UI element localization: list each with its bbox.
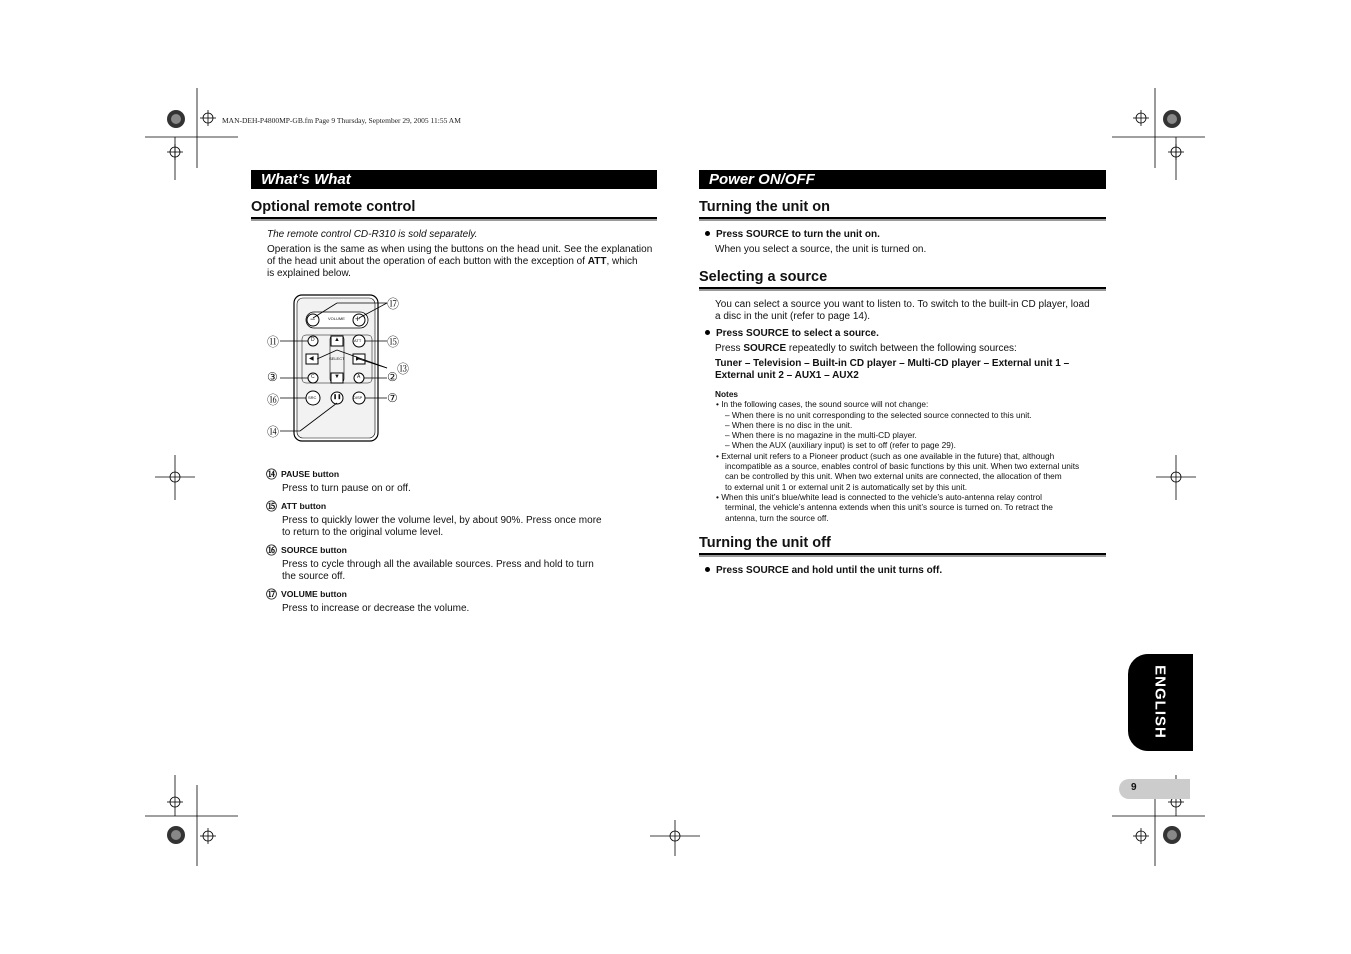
page-number: 9	[1131, 782, 1137, 793]
list-item	[266, 544, 646, 583]
note-sub-item: – When the AUX (auxiliary input) is set to off (refer to page 29).	[725, 440, 956, 451]
bullet-icon	[705, 567, 710, 572]
intro-line: is explained below.	[267, 268, 351, 279]
note-sub-item: – When there is no unit corresponding to the selected source connected to this unit.	[725, 409, 1032, 420]
notes-block: Notes • In the following cases, the sound source will not change: – When there is no unit corresponding to the selected source connected to this unit. – When there is no disc in the unit. – When there is no magazine in the multi-CD player. – When the AUX (auxiliary input) is set to off (refer to page 29). • External unit refers to a Pioneer product (such as one available in the future) that, although incompatible as a source, enables control of basic functions by this unit. When two external units can be controlled by this unit. When two external units are connected, the allocation of them to external unit 1 or external unit 2 is automatically set by this unit. • When this unit’s blue/white lead is connected to the vehicle’s auto-antenna relay control terminal, the vehicle’s antenna extends when this unit’s source is turned on. To retract the antenna, turn the source off.	[715, 389, 1100, 523]
volume-label: VOLUME	[328, 316, 345, 321]
note-sub-item: – When there is no disc in the unit.	[725, 419, 853, 430]
section-divider	[251, 219, 657, 221]
att-label: ATT	[354, 338, 362, 343]
att-emphasis: ATT	[587, 256, 607, 267]
callout-16: ⑯	[267, 393, 280, 407]
file-header-line: MAN-DEH-P4800MP-GB.fm Page 9 Thursday, September 29, 2005 11:55 AM	[222, 116, 461, 125]
bullet-turn-off: Press SOURCE and hold until the unit turns off.	[705, 565, 942, 577]
callout-14: ⑭	[267, 425, 280, 439]
item-title: PAUSE button	[281, 469, 340, 479]
section-turning-off	[699, 534, 1106, 557]
pause-icon: ❚❚	[333, 394, 342, 400]
item-desc: to return to the original volume level.	[282, 527, 444, 538]
button-descriptions	[266, 468, 646, 615]
select-label: SELECT	[329, 356, 345, 361]
item-number: ⑭	[266, 468, 277, 481]
remote-labels	[262, 290, 412, 445]
right-arrow-icon: ▶	[356, 356, 361, 362]
src-label: SRC	[308, 395, 317, 400]
disp-label: DISP	[353, 395, 363, 400]
callout-2: ②	[387, 370, 398, 384]
item-number: ⑮	[266, 500, 277, 513]
section-title: Optional remote control	[251, 198, 657, 219]
list-item	[266, 500, 646, 539]
btn-c-label: C	[311, 374, 315, 380]
intro-line: of the head unit about the operation of each button with the exception of ATT, which	[267, 256, 638, 267]
left-arrow-icon: ◀	[309, 356, 314, 362]
callout-7: ⑦	[387, 391, 398, 405]
section-title: Selecting a source	[699, 268, 1106, 289]
section-bar-whats-what: What’s What	[251, 170, 657, 189]
section-bar-power: Power ON/OFF	[699, 170, 1106, 189]
remote-sold-separately-note: The remote control CD-R310 is sold separately.	[267, 229, 478, 240]
item-desc: Press to quickly lower the volume level, by about 90%. Press once more	[282, 515, 602, 526]
language-tab	[1128, 654, 1193, 751]
bullet-select-source: Press SOURCE to select a source.	[705, 328, 879, 340]
section-turning-on	[699, 198, 1106, 221]
btn-d-label: D	[311, 337, 315, 343]
btn-a-label: A	[357, 374, 361, 380]
callout-13: ⑬	[397, 362, 410, 376]
note-item: • External unit refers to a Pioneer product (such as one available in the future) that, although	[716, 450, 1055, 461]
press-source-text: Press SOURCE repeatedly to switch between the following sources:	[715, 343, 1017, 354]
bullet-icon	[705, 231, 710, 236]
turn-on-text: When you select a source, the unit is turned on.	[715, 244, 927, 255]
notes-title: Notes	[715, 389, 739, 399]
list-item	[266, 468, 646, 495]
item-number: ⑰	[266, 588, 277, 601]
plus-icon: +	[355, 314, 361, 324]
note-sub-item: – When there is no magazine in the multi-CD player.	[725, 430, 917, 441]
section-title: Turning the unit off	[699, 534, 1106, 555]
down-arrow-icon: ▼	[334, 374, 340, 380]
item-number: ⑯	[266, 544, 277, 557]
section-optional-remote	[251, 198, 657, 221]
bullet-turn-on: Press SOURCE to turn the unit on.	[705, 229, 880, 241]
minus-icon: −	[310, 314, 316, 324]
page-number-box	[1119, 779, 1190, 799]
select-intro: You can select a source you want to listen to. To switch to the built-in CD player, load a disc in the unit (refer to page 14).	[715, 299, 1090, 322]
language-tab-label: ENGLISH	[1151, 665, 1169, 739]
section-selecting-source	[699, 268, 1106, 291]
item-desc: Press to turn pause on or off.	[282, 483, 411, 494]
bullet-icon	[705, 330, 710, 335]
source-sequence: Tuner – Television – Built-in CD player – Multi-CD player – External unit 1 – External unit 2 – AUX1 – AUX2	[715, 358, 1070, 381]
callout-17: ⑰	[387, 297, 400, 311]
item-title: VOLUME button	[281, 589, 347, 599]
item-desc: Press to increase or decrease the volume.	[282, 603, 470, 614]
section-title: Turning the unit on	[699, 198, 1106, 219]
callout-11: ⑪	[267, 335, 280, 349]
up-arrow-icon: ▲	[334, 337, 340, 343]
section-divider	[699, 219, 1106, 221]
item-title: ATT button	[281, 501, 327, 511]
item-desc: the source off.	[282, 571, 346, 582]
note-item: • When this unit’s blue/white lead is connected to the vehicle’s auto-antenna relay control	[716, 491, 1042, 502]
remote-intro-paragraph	[267, 244, 662, 280]
section-divider	[699, 555, 1106, 557]
note-item: • In the following cases, the sound source will not change:	[716, 399, 929, 410]
item-desc: Press to cycle through all the available sources. Press and hold to turn	[282, 559, 594, 570]
callout-3: ③	[267, 370, 278, 384]
callout-15: ⑮	[387, 335, 400, 349]
list-item	[266, 588, 646, 615]
section-divider	[699, 289, 1106, 291]
item-title: SOURCE button	[281, 545, 347, 555]
intro-line: Operation is the same as when using the buttons on the head unit. See the explanation	[267, 244, 653, 255]
